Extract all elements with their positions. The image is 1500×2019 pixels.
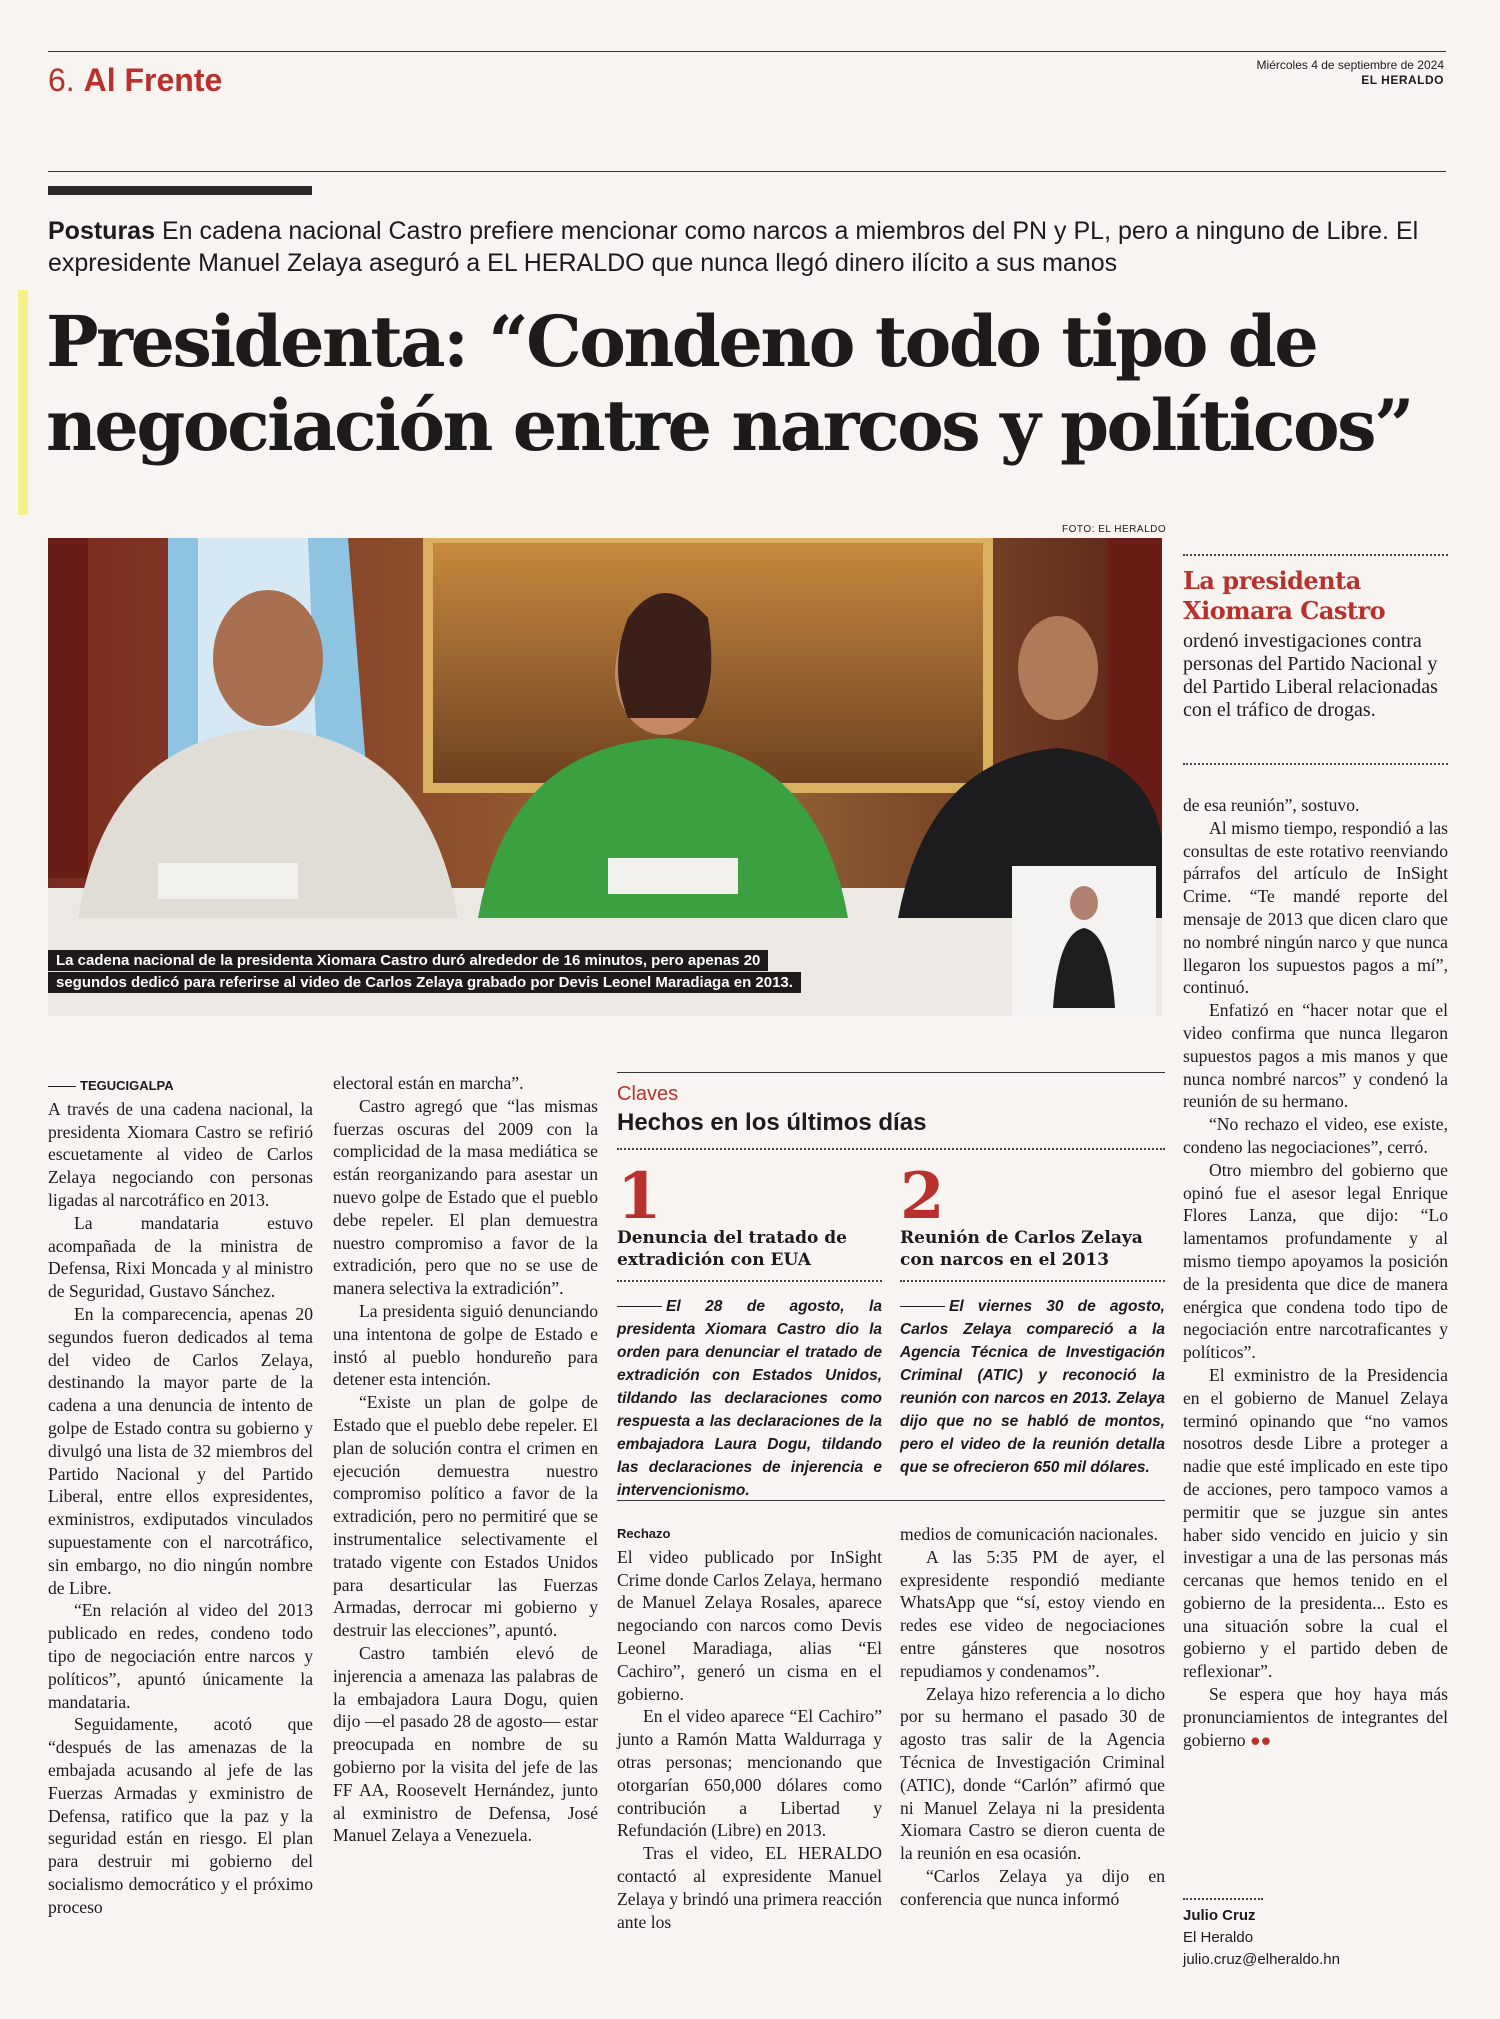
- standfirst: [48, 215, 1448, 279]
- paragraph: El video publicado por InSight Crime donde Carlos Zelaya, hermano de Manuel Zelaya Rosales, aparece negociando con narcos como Devis Leonel Maradiaga, alias “El Cachiro”, generó un cisma en el gobierno.: [617, 1546, 882, 1704]
- sidebar-top-divider: [1183, 554, 1448, 556]
- closing-text: Se espera que hoy haya más pronunciamientos de integrantes del gobierno: [1183, 1684, 1448, 1750]
- clave-1-title: [617, 1227, 847, 1271]
- issue-info: [1257, 58, 1444, 88]
- photo-credit: FOTO: EL HERALDO: [1062, 524, 1167, 535]
- press-conference-photo: [48, 538, 1162, 1016]
- sidebar-title: [1183, 566, 1453, 626]
- clave-2-text: [900, 1295, 1165, 1479]
- paragraph: A las 5:35 PM de ayer, el expresidente respondió mediante WhatsApp que “sí, estoy viendo en redes ese video de negociaciones entre gánsteres que nosotros repudiamos y condenamos”.: [900, 1546, 1165, 1681]
- sidebar-text: ordenó investigaciones contra personas del Partido Nacional y del Partido Liberal relacionadas con el tráfico de drogas.: [1183, 630, 1438, 721]
- paragraph: Al mismo tiempo, respondió a las consultas de este rotativo reenviando párrafos del artículo de InSight Crime. “Te mandé reporte del mensaje de 2013 que dicen claro que no nombré ningún narco y que nunca llegaron los supuestos pagos a mí”, continuó.: [1183, 817, 1448, 998]
- dateline-text: TEGUCIGALPA: [80, 1078, 174, 1093]
- paragraph: El exministro de la Presidencia en el gobierno de Manuel Zelaya terminó opinando que “no vamos nosotros desde Libre a proteger a nadie que esté implicado en este tipo de acciones, pero tampoco vamos a permitir que se juzgue sin antes haber sido vencido en juicio y sin investigar a una de las personas más cercanas que hemos tenido en el gobierno de la presidenta... Esto es una situación sobre la cual el gobierno y el partido deben de reflexionar”.: [1183, 1364, 1448, 1682]
- photo-caption: [48, 950, 898, 994]
- clave-1-title-line-2: extradición con EUA: [617, 1250, 811, 1270]
- section-name: Al Frente: [83, 62, 223, 98]
- clave-2-title: [900, 1227, 1143, 1271]
- header-rule: [48, 171, 1446, 172]
- paragraph: “En relación al video del 2013 publicado en redes, condeno todo tipo de negociación entre narcos y políticos”, apuntó únicamente la mandataria.: [48, 1600, 313, 1712]
- signature-divider: [1183, 1898, 1263, 1900]
- headline-line-2: negociación entre narcos y políticos”: [46, 384, 1412, 467]
- clave-2-title-line-2: con narcos en el 2013: [900, 1250, 1110, 1270]
- headline-line-1: Presidenta: “Condeno todo tipo de: [46, 300, 1317, 383]
- clave-1-title-line-1: Denuncia del tratado de: [617, 1228, 847, 1248]
- page-number: 6.: [48, 62, 75, 98]
- paragraph: En el video aparece “El Cachiro” junto a Ramón Matta Waldurraga y otras personas; mencionando que otorgarían 650,000 dólares como contribución a Libertad y Refundación (Libre) en 2013.: [617, 1706, 882, 1841]
- article-column-4: [900, 1523, 1165, 1911]
- clave-2-text-body: El viernes 30 de agosto, Carlos Zelaya compareció a la Agencia Técnica de Investigación Criminal (ATIC) y reconoció la reunión con narcos en 2013. Zelaya dijo que no se habló de montos, pero el video de la reunión detalla que se ofrecieron 650 mil dólares.: [900, 1298, 1165, 1476]
- subhead-rechazo: Rechazo: [617, 1526, 671, 1541]
- top-rule: [48, 51, 1446, 52]
- article-column-3: [617, 1523, 882, 1933]
- paragraph: Castro también elevó de injerencia a amenaza las palabras de la embajadora Laura Dogu, quien dijo —el pasado 28 de agosto— estar preocupada en nombre de su gobierno por la visita del jefe de las FF AA, Roosevelt Hernández, junto al exministro de Defensa, José Manuel Zelaya a Venezuela.: [333, 1642, 598, 1846]
- caption-line-1: La cadena nacional de la presidenta Xiomara Castro duró alrededor de 16 minutos, pero apenas 20: [48, 950, 768, 971]
- claves-top-rule: [617, 1072, 1165, 1073]
- article-column-5: [1183, 794, 1448, 1751]
- claves-title: Hechos en los últimos días: [617, 1109, 927, 1136]
- paragraph: Tras el video, EL HERALDO contactó al expresidente Manuel Zelaya y brindó una primera reacción ante los: [617, 1843, 882, 1932]
- paragraph: medios de comunicación nacionales.: [900, 1524, 1158, 1544]
- sidebar-title-line-2: Xiomara Castro: [1183, 596, 1386, 625]
- paragraph: de esa reunión”, sostuvo.: [1183, 795, 1360, 815]
- byline: [1183, 1905, 1453, 1971]
- paragraph: La mandataria estuvo acompañada de la ministra de Defensa, Rixi Moncada y al ministro de Seguridad, Gustavo Sánchez.: [48, 1212, 313, 1302]
- clave-2-title-line-1: Reunión de Carlos Zelaya: [900, 1228, 1143, 1248]
- paragraph: La presidenta siguió denunciando una intentona de golpe de Estado e instó al pueblo hondureño para detener esta intención.: [333, 1300, 598, 1390]
- paragraph: “Existe un plan de golpe de Estado que el pueblo debe repeler. El plan de solución contra el crimen en ejecución demuestra nuestro compromiso político a favor de la extradición, pero no permitiré que se instrumentalice selectivamente el tratado vigente con Estados Unidos para desarticular las Fuerzas Armadas, derrocar mi gobierno y destruir las elecciones”, apuntó.: [333, 1392, 598, 1641]
- clave-1-text: [617, 1295, 882, 1502]
- claves-bottom-rule: [617, 1500, 1165, 1501]
- sidebar-title-line-1: La presidenta: [1183, 566, 1361, 595]
- highlighter-mark: [18, 290, 28, 515]
- headline: [46, 300, 1466, 468]
- paragraph: “Carlos Zelaya ya dijo en conferencia que nunca informó: [900, 1865, 1165, 1909]
- clave-1-number: 1: [617, 1159, 662, 1234]
- closing-paragraph: [1183, 1683, 1448, 1751]
- paragraph: Seguidamente, acotó que “después de las amenazas de la embajada acusando al jefe de las Fuerzas Armadas y exministro de Defensa, ratifico que la paz y la seguridad están en riesgo. El plan para destruir mi gobierno del socialismo democrático y el próximo proceso: [48, 1714, 313, 1917]
- article-column-2: [333, 1072, 598, 1847]
- newspaper-name: EL HERALDO: [1361, 73, 1444, 87]
- section-bar: [48, 186, 312, 195]
- issue-date: Miércoles 4 de septiembre de 2024: [1256, 58, 1444, 72]
- dateline: [48, 1075, 313, 1098]
- author-outlet: El Heraldo: [1183, 1929, 1254, 1946]
- claves-divider: [617, 1148, 1165, 1150]
- author-email: julio.cruz@elheraldo.hn: [1183, 1951, 1340, 1968]
- page-section-label: [48, 62, 222, 99]
- end-mark-icon: ●●: [1249, 1729, 1272, 1750]
- standfirst-label: Posturas: [48, 217, 155, 245]
- sidebar-bottom-divider: [1183, 763, 1448, 765]
- author-name: Julio Cruz: [1183, 1907, 1256, 1924]
- photo-illustration: [48, 538, 1162, 1016]
- paragraph: Castro agregó que “las mismas fuerzas oscuras del 2009 con la complicidad de la masa mediática se están reorganizando para asestar un nuevo golpe de Estado que el pueblo debe repeler. El plan demuestra nuestro compromiso a favor de la extradición, pero que no se use de manera selectiva la extradición”.: [333, 1095, 598, 1299]
- claves-label: Claves: [617, 1083, 679, 1105]
- article-column-1: [48, 1075, 313, 1918]
- standfirst-text: En cadena nacional Castro prefiere mencionar como narcos a miembros del PN y PL, pero a ninguno de Libre. El expresidente Manuel Zelaya aseguró a EL HERALDO que nunca llegó dinero ilícito a sus manos: [48, 217, 1419, 277]
- clave-2-number: 2: [900, 1159, 945, 1234]
- paragraph: En la comparecencia, apenas 20 segundos fueron dedicados al tema del video de Carlos Zelaya, destinando la mayor parte de la cadena a una denuncia de intento de golpe de Estado contra su gobierno y divulgó una lista de 32 miembros del Partido Nacional y del Partido Liberal, entre ellos expresidentes, exministros, exdiputados vinculados supuestamente con el narcotráfico, sin embargo, no dio ningún nombre de Libre.: [48, 1303, 313, 1598]
- paragraph: A través de una cadena nacional, la presidenta Xiomara Castro se refirió escuetamente al video de Carlos Zelaya negociando con personas ligadas al narcotráfico en 2013.: [48, 1098, 313, 1210]
- paragraph: Enfatizó en “hacer notar que el video confirma que nunca llegaron supuestos pagos a mis manos y que nunca nombré narcos” y condenó la reunión de su hermano.: [1183, 1000, 1448, 1112]
- paragraph: electoral están en marcha”.: [333, 1073, 524, 1093]
- paragraph: “No rechazo el video, ese existe, condeno las negociaciones”, cerró.: [1183, 1114, 1448, 1157]
- clave-2-divider: [900, 1280, 1165, 1282]
- paragraph: Zelaya hizo referencia a lo dicho por su hermano el pasado 30 de agosto tras salir de la Agencia Técnica de Investigación Criminal (ATIC), donde “Carlón” afirmó que ni Manuel Zelaya ni la presidenta Xiomara Castro se dieron cuenta de la reunión en esa ocasión.: [900, 1683, 1165, 1864]
- paragraph: Otro miembro del gobierno que opinó fue el asesor legal Enrique Flores Lanza, que dijo: “Lo lamentamos profundamente y al mismo tiempo apoyamos la posición de la presidenta que dice de manera enérgica que condena todo tipo de negociación entre narcotraficantes y políticos”.: [1183, 1159, 1448, 1363]
- clave-1-divider: [617, 1280, 882, 1282]
- caption-line-2: segundos dedicó para referirse al video de Carlos Zelaya grabado por Devis Leonel Maradiaga en 2013.: [48, 972, 801, 993]
- clave-1-text-body: El 28 de agosto, la presidenta Xiomara Castro dio la orden para denunciar el tratado de extradición con Estados Unidos, tildando las declaraciones como respuesta a las declaraciones de la embajadora Laura Dogu, tildando las declaraciones de injerencia e intervencionismo.: [617, 1298, 882, 1499]
